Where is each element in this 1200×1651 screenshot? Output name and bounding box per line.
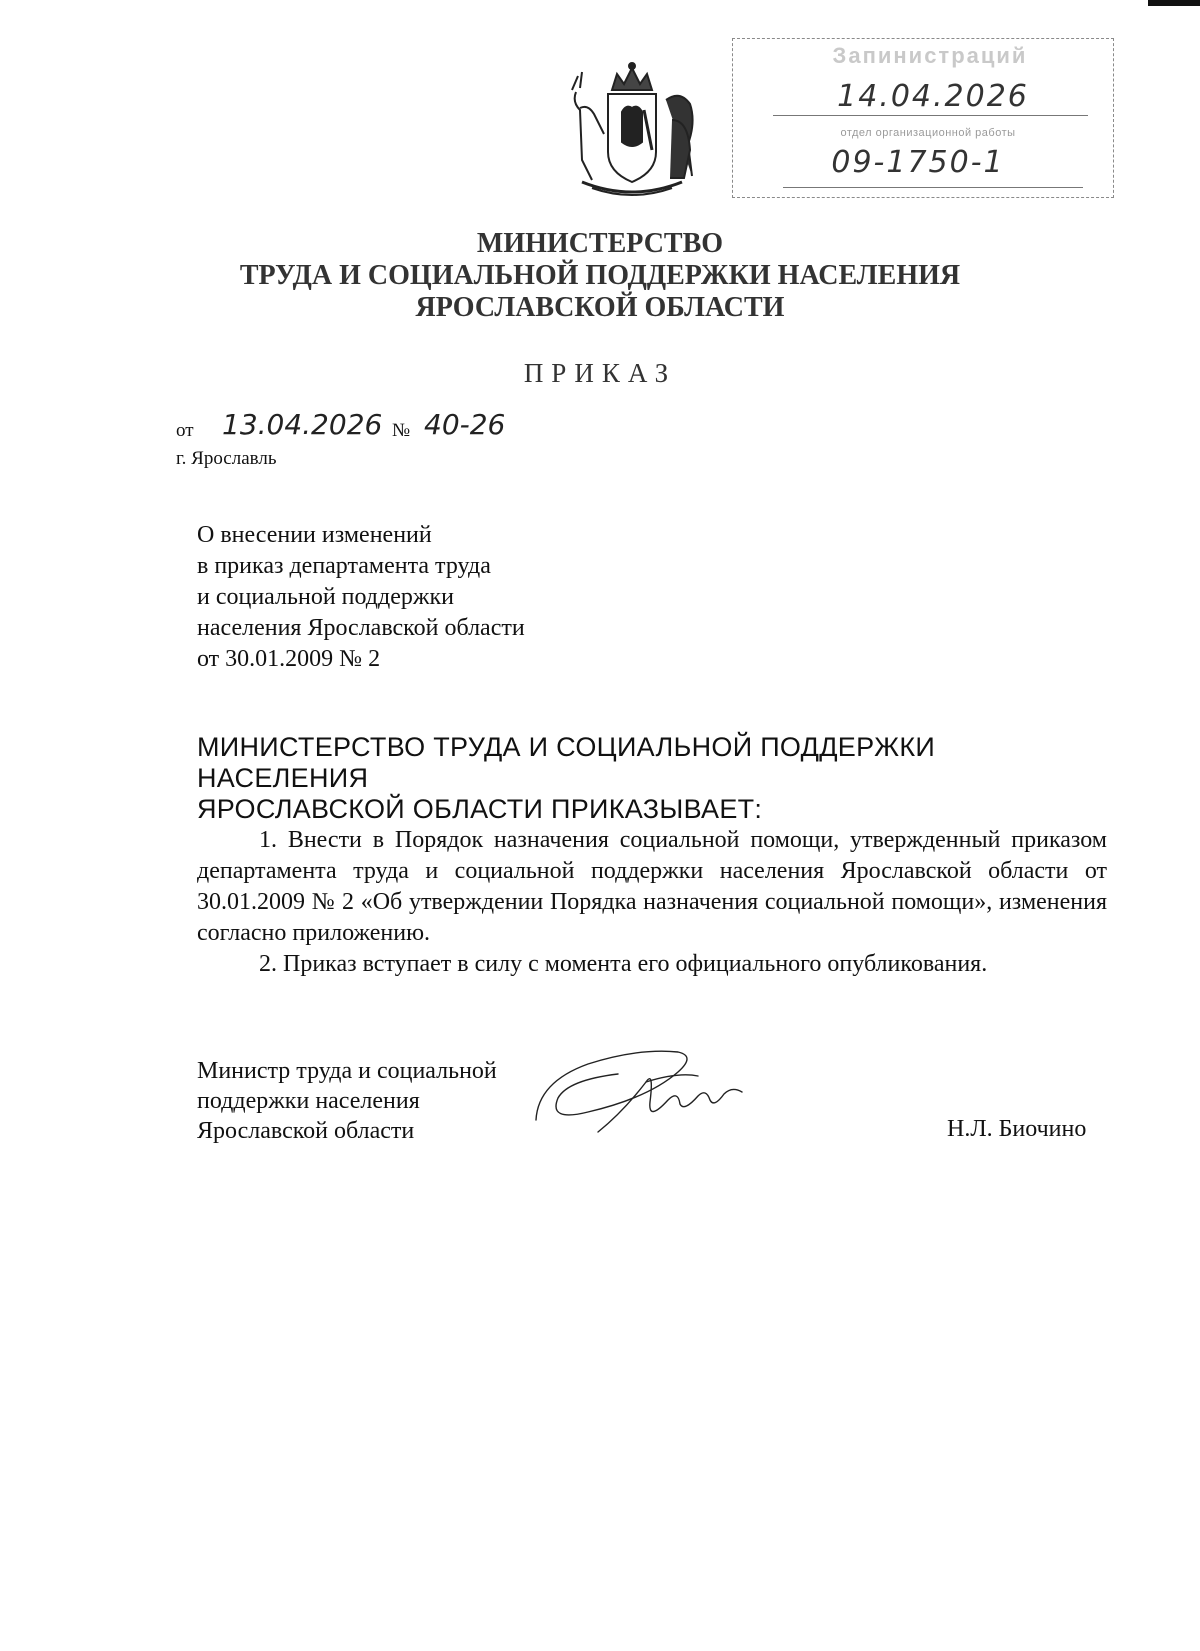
stamp-title: Запинистраций [832,43,1028,68]
order-city: г. Ярославль [176,448,277,469]
order-date: 13.04.2026 [222,408,383,441]
scan-corner-mark [1148,0,1200,6]
coat-of-arms-icon [562,60,702,200]
stamp-subtitle: отдел организационной работы [840,127,1016,139]
stamp-date: 14.04.2026 [837,79,1029,114]
order-body [197,732,1107,980]
subject-line: в приказ департамента труда [197,553,491,579]
preamble-line-1: МИНИСТЕРСТВО ТРУДА И СОЦИАЛЬНОЙ ПОДДЕРЖКИ НАСЕЛЕНИЯ [197,732,936,793]
subject-line: от 30.01.2009 № 2 [197,646,381,672]
signer-position-line: Ярославской области [197,1118,415,1144]
document-type: ПРИКАЗ [523,358,677,388]
stamp-divider [783,187,1083,188]
signer-position-line: поддержки населения [197,1088,420,1114]
order-subject [197,520,525,675]
order-number: 40-26 [424,408,506,441]
preamble-line-2: ЯРОСЛАВСКОЙ ОБЛАСТИ ПРИКАЗЫВАЕТ: [197,794,763,824]
order-item-1: 1. Внести в Порядок назначения социальной помощи, утвержденный приказом департамента труда и социальной поддержки населения Ярославской области от 30.01.2009 № 2 «Об утверждении Порядка назначения социальной помощи», изменения согласно приложению. [197,827,1107,946]
subject-line: и социальной поддержки [197,584,454,610]
stamp-number: 09-1750-1 [831,145,1005,180]
ministry-title-line-1: МИНИСТЕРСТВО [476,228,724,259]
registration-stamp [732,38,1114,198]
ministry-title-line-3: ЯРОСЛАВСКОЙ ОБЛАСТИ [415,292,785,323]
signer-position [197,1056,497,1146]
order-item-2: 2. Приказ вступает в силу с момента его официального опубликования. [259,951,988,977]
date-label: от [176,420,194,441]
signer-position-line: Министр труда и социальной [197,1058,497,1084]
subject-line: О внесении изменений [197,522,432,548]
signer-name: Н.Л. Биочино [947,1116,1087,1142]
handwritten-signature [528,1042,758,1142]
number-label: № [392,420,411,441]
ministry-title-line-2: ТРУДА И СОЦИАЛЬНОЙ ПОДДЕРЖКИ НАСЕЛЕНИЯ [239,260,961,291]
stamp-divider [773,115,1088,116]
subject-line: населения Ярославской области [197,615,525,641]
